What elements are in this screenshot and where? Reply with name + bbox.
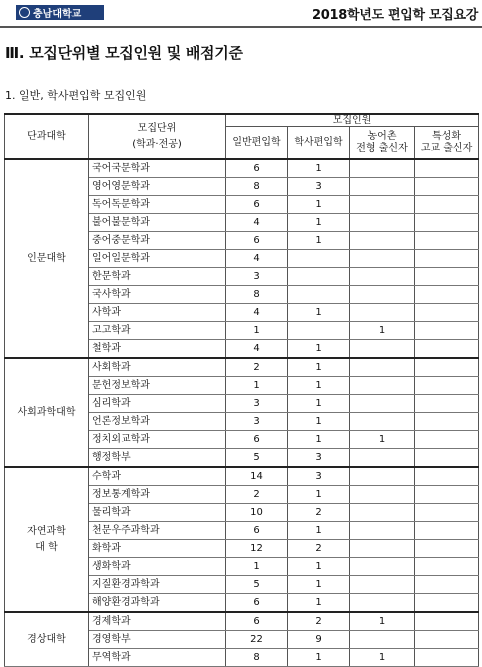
bachelor-count-cell: 1 [288, 594, 350, 613]
rural-count-cell [350, 594, 415, 613]
logo-text: 충남대학교 [33, 9, 82, 20]
special-count-cell [415, 178, 479, 196]
header-bachelor: 학사편입학 [288, 127, 350, 160]
bachelor-count-cell: 1 [288, 413, 350, 431]
special-count-cell [415, 486, 479, 504]
table-body [5, 159, 479, 667]
rural-count-cell [350, 522, 415, 540]
dept-cell: 화학과 [89, 540, 226, 558]
college-name-line: 경상대학 [27, 633, 66, 645]
general-count-cell: 1 [226, 322, 288, 340]
special-count-cell [415, 522, 479, 540]
bachelor-count-cell: 1 [288, 522, 350, 540]
section-title: Ⅲ. 모집단위별 모집인원 및 배점기준 [5, 44, 243, 62]
college-name-line: 대 학 [35, 541, 58, 553]
special-count-cell [415, 159, 479, 178]
header-special [415, 127, 479, 160]
bachelor-count-cell: 1 [288, 196, 350, 214]
bachelor-count-cell: 3 [288, 449, 350, 468]
rural-count-cell [350, 540, 415, 558]
special-count-cell [415, 304, 479, 322]
bachelor-count-cell: 1 [288, 232, 350, 250]
header-unit-label: 모집단위 [137, 123, 177, 134]
general-count-cell: 4 [226, 340, 288, 359]
bachelor-count-cell: 1 [288, 214, 350, 232]
rural-count-cell [350, 358, 415, 377]
bachelor-count-cell: 1 [288, 377, 350, 395]
dept-cell: 국어국문학과 [89, 159, 226, 178]
bachelor-count-cell: 3 [288, 467, 350, 486]
special-count-cell [415, 558, 479, 576]
college-name-line: 자연과학 [27, 525, 66, 537]
general-count-cell: 6 [226, 232, 288, 250]
header-unit [89, 114, 226, 159]
rural-count-cell [350, 178, 415, 196]
table-row [5, 159, 479, 178]
dept-cell: 정보통계학과 [89, 486, 226, 504]
dept-cell: 경영학부 [89, 631, 226, 649]
bachelor-count-cell: 9 [288, 631, 350, 649]
general-count-cell: 6 [226, 612, 288, 631]
sub-title: 1. 일반, 학사편입학 모집인원 [5, 89, 147, 102]
general-count-cell: 4 [226, 304, 288, 322]
general-count-cell: 6 [226, 431, 288, 449]
rural-count-cell: 1 [350, 649, 415, 667]
dept-cell: 행정학부 [89, 449, 226, 468]
rural-count-cell [350, 486, 415, 504]
general-count-cell: 3 [226, 413, 288, 431]
special-count-cell [415, 449, 479, 468]
rural-count-cell [350, 467, 415, 486]
bachelor-count-cell: 2 [288, 612, 350, 631]
college-name-line: 사회과학대학 [17, 406, 76, 418]
college-cell [5, 467, 89, 612]
special-count-cell [415, 214, 479, 232]
dept-cell: 사회학과 [89, 358, 226, 377]
special-count-cell [415, 649, 479, 667]
bachelor-count-cell [288, 322, 350, 340]
dept-cell: 중어중문학과 [89, 232, 226, 250]
special-count-cell [415, 250, 479, 268]
general-count-cell: 3 [226, 268, 288, 286]
special-count-cell [415, 431, 479, 449]
general-count-cell: 6 [226, 196, 288, 214]
dept-cell: 한문학과 [89, 268, 226, 286]
header-rural [350, 127, 415, 160]
college-cell [5, 358, 89, 467]
general-count-cell: 3 [226, 395, 288, 413]
header-unit-sub: (학과·전공) [132, 139, 182, 150]
rural-count-cell [350, 286, 415, 304]
special-count-cell [415, 268, 479, 286]
college-name-line: 인문대학 [27, 252, 66, 264]
special-count-cell [415, 286, 479, 304]
college-name [27, 524, 66, 556]
special-count-cell [415, 504, 479, 522]
rural-count-cell: 1 [350, 431, 415, 449]
bachelor-count-cell: 1 [288, 340, 350, 359]
dept-cell: 해양환경과학과 [89, 594, 226, 613]
general-count-cell: 10 [226, 504, 288, 522]
header-special-line2: 고교 출신자 [420, 142, 473, 154]
general-count-cell: 8 [226, 286, 288, 304]
dept-cell: 정치외교학과 [89, 431, 226, 449]
recruitment-quota-table [4, 113, 479, 667]
general-count-cell: 8 [226, 178, 288, 196]
rural-count-cell [350, 196, 415, 214]
bachelor-count-cell: 1 [288, 304, 350, 322]
dept-cell: 고고학과 [89, 322, 226, 340]
college-name [18, 405, 76, 421]
header-general: 일반편입학 [226, 127, 288, 160]
bachelor-count-cell: 1 [288, 159, 350, 178]
special-count-cell [415, 540, 479, 558]
rural-count-cell [350, 232, 415, 250]
rural-count-cell: 1 [350, 322, 415, 340]
dept-cell: 천문우주과학과 [89, 522, 226, 540]
dept-cell: 언론정보학과 [89, 413, 226, 431]
general-count-cell: 5 [226, 576, 288, 594]
general-count-cell: 5 [226, 449, 288, 468]
bachelor-count-cell [288, 286, 350, 304]
university-emblem-icon [19, 7, 30, 18]
special-count-cell [415, 377, 479, 395]
header-recruitment: 모집인원 [226, 114, 479, 127]
table-row [5, 612, 479, 631]
general-count-cell: 22 [226, 631, 288, 649]
general-count-cell: 8 [226, 649, 288, 667]
university-logo [16, 5, 104, 20]
special-count-cell [415, 358, 479, 377]
dept-cell: 문헌정보학과 [89, 377, 226, 395]
rural-count-cell [350, 395, 415, 413]
bachelor-count-cell: 1 [288, 358, 350, 377]
general-count-cell: 2 [226, 486, 288, 504]
general-count-cell: 12 [226, 540, 288, 558]
dept-cell: 지질환경과학과 [89, 576, 226, 594]
special-count-cell [415, 594, 479, 613]
special-count-cell [415, 232, 479, 250]
bachelor-count-cell: 2 [288, 540, 350, 558]
college-cell [5, 612, 89, 667]
rural-count-cell [350, 159, 415, 178]
bachelor-count-cell: 2 [288, 504, 350, 522]
general-count-cell: 14 [226, 467, 288, 486]
rural-count-cell [350, 250, 415, 268]
rural-count-cell [350, 340, 415, 359]
special-count-cell [415, 340, 479, 359]
table-row [5, 467, 479, 486]
rural-count-cell [350, 504, 415, 522]
rural-count-cell [350, 214, 415, 232]
special-count-cell [415, 576, 479, 594]
special-count-cell [415, 413, 479, 431]
dept-cell: 심리학과 [89, 395, 226, 413]
college-name [27, 251, 66, 267]
header-special-line1: 특성화 [432, 130, 461, 142]
bachelor-count-cell: 1 [288, 576, 350, 594]
dept-cell: 일어일문학과 [89, 250, 226, 268]
rural-count-cell [350, 304, 415, 322]
rural-count-cell [350, 631, 415, 649]
header-college: 단과대학 [5, 114, 89, 159]
dept-cell: 철학과 [89, 340, 226, 359]
rural-count-cell [350, 268, 415, 286]
bachelor-count-cell: 1 [288, 558, 350, 576]
general-count-cell: 4 [226, 214, 288, 232]
general-count-cell: 1 [226, 558, 288, 576]
dept-cell: 생화학과 [89, 558, 226, 576]
general-count-cell: 1 [226, 377, 288, 395]
special-count-cell [415, 322, 479, 340]
rural-count-cell: 1 [350, 612, 415, 631]
general-count-cell: 6 [226, 594, 288, 613]
rural-count-cell [350, 413, 415, 431]
page-header [0, 0, 482, 28]
dept-cell: 독어독문학과 [89, 196, 226, 214]
general-count-cell: 6 [226, 159, 288, 178]
bachelor-count-cell: 1 [288, 486, 350, 504]
college-cell [5, 159, 89, 358]
dept-cell: 수학과 [89, 467, 226, 486]
bachelor-count-cell: 1 [288, 395, 350, 413]
rural-count-cell [350, 377, 415, 395]
special-count-cell [415, 395, 479, 413]
general-count-cell: 6 [226, 522, 288, 540]
bachelor-count-cell [288, 250, 350, 268]
rural-count-cell [350, 576, 415, 594]
dept-cell: 불어불문학과 [89, 214, 226, 232]
bachelor-count-cell: 1 [288, 649, 350, 667]
general-count-cell: 4 [226, 250, 288, 268]
rural-count-cell [350, 558, 415, 576]
dept-cell: 사학과 [89, 304, 226, 322]
bachelor-count-cell [288, 268, 350, 286]
dept-cell: 물리학과 [89, 504, 226, 522]
special-count-cell [415, 196, 479, 214]
dept-cell: 경제학과 [89, 612, 226, 631]
bachelor-count-cell: 3 [288, 178, 350, 196]
dept-cell: 국사학과 [89, 286, 226, 304]
special-count-cell [415, 467, 479, 486]
general-count-cell: 2 [226, 358, 288, 377]
bachelor-count-cell: 1 [288, 431, 350, 449]
header-rural-line1: 농어촌 [367, 130, 397, 142]
header-rural-line2: 전형 출신자 [356, 142, 408, 154]
dept-cell: 영어영문학과 [89, 178, 226, 196]
special-count-cell [415, 631, 479, 649]
special-count-cell [415, 612, 479, 631]
rural-count-cell [350, 449, 415, 468]
table-row [5, 358, 479, 377]
document-title: 2018학년도 편입학 모집요강 [311, 8, 478, 23]
dept-cell: 무역학과 [89, 649, 226, 667]
college-name [27, 632, 66, 648]
